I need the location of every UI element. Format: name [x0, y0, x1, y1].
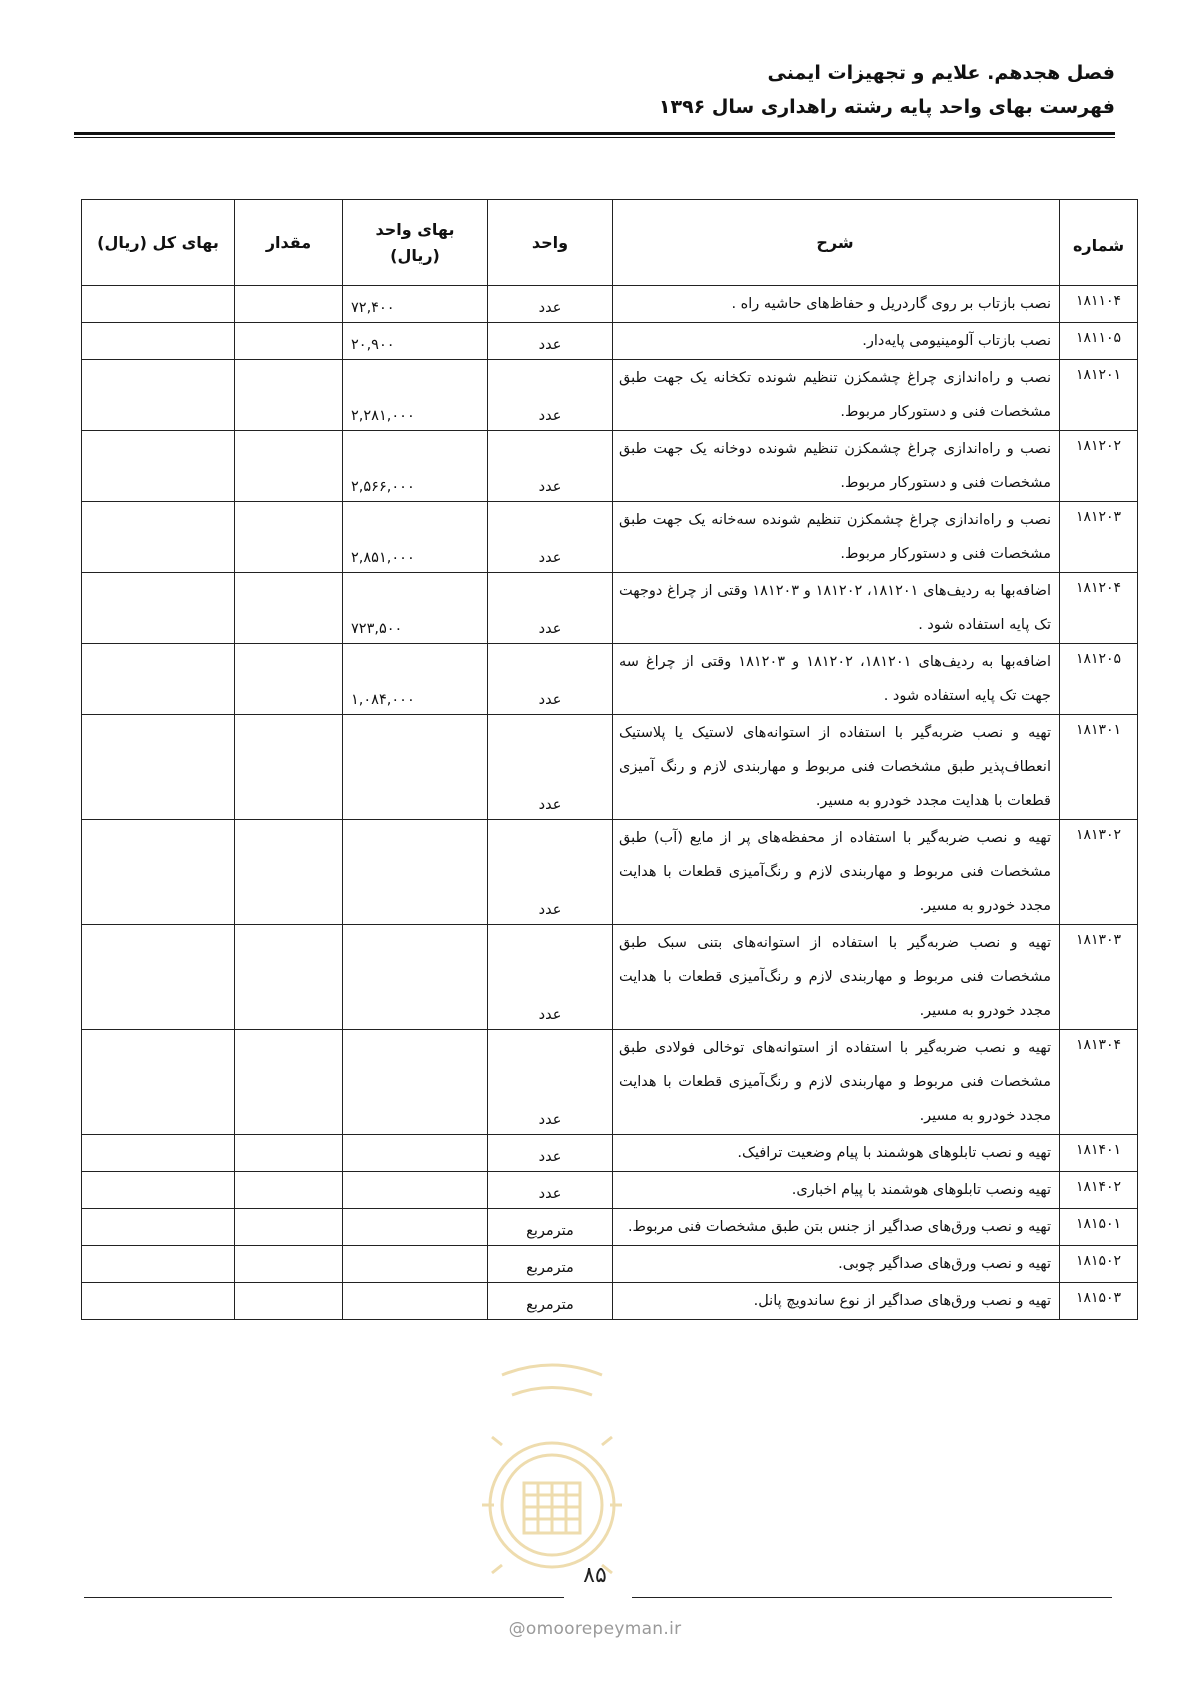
row-unit: عدد — [488, 431, 613, 502]
row-total — [82, 502, 235, 573]
row-code: ۱۸۱۳۰۱ — [1060, 715, 1138, 820]
row-code: ۱۸۱۴۰۱ — [1060, 1135, 1138, 1172]
row-unit: عدد — [488, 360, 613, 431]
row-code: ۱۸۱۱۰۵ — [1060, 323, 1138, 360]
row-total — [82, 286, 235, 323]
header-rule-thin — [74, 137, 1115, 138]
row-code: ۱۸۱۱۰۴ — [1060, 286, 1138, 323]
table-row — [82, 323, 1138, 360]
row-unit-price — [343, 1135, 488, 1172]
row-total — [82, 820, 235, 925]
row-unit-price — [343, 1209, 488, 1246]
table-row — [82, 1283, 1138, 1320]
row-code: ۱۸۱۳۰۲ — [1060, 820, 1138, 925]
row-unit: مترمربع — [488, 1283, 613, 1320]
table-row — [82, 1030, 1138, 1135]
row-quantity — [235, 1172, 343, 1209]
row-code: ۱۸۱۴۰۲ — [1060, 1172, 1138, 1209]
row-unit-price — [343, 715, 488, 820]
row-unit-price: ۱,۰۸۴,۰۰۰ — [343, 644, 488, 715]
row-description: اضافه‌بها به ردیف‌های ۱۸۱۲۰۱، ۱۸۱۲۰۲ و ۱۸۱۲۰۳ وقتی از چراغ سه جهت تک پایه استفاده شود . — [613, 644, 1060, 715]
row-quantity — [235, 1135, 343, 1172]
column-header-unit: واحد — [488, 200, 613, 286]
row-total — [82, 1246, 235, 1283]
row-description: نصب بازتاب بر روی گاردریل و حفاظ‌های حاشیه راه . — [613, 286, 1060, 323]
row-unit: عدد — [488, 1030, 613, 1135]
row-unit: عدد — [488, 323, 613, 360]
row-code: ۱۸۱۲۰۳ — [1060, 502, 1138, 573]
column-header-unit-price — [343, 200, 488, 286]
page-number: ۸۵ — [583, 1563, 607, 1588]
row-quantity — [235, 925, 343, 1030]
row-description: تهیه و نصب ضربه‌گیر با استفاده از محفظه‌های پر از مایع (آب) طبق مشخصات فنی مربوط و مهاربندی لازم و رنگ‌آمیزی قطعات با هدایت مجدد خودرو به مسیر. — [613, 820, 1060, 925]
row-quantity — [235, 360, 343, 431]
row-description: تهیه و نصب ضربه‌گیر با استفاده از استوانه‌های لاستیک یا پلاستیک انعطاف‌پذیر طبق مشخصات فنی مربوط و مهاربندی لازم و رنگ آمیزی قطعات با هدایت مجدد خودرو به مسیر. — [613, 715, 1060, 820]
row-unit-price: ۲۰,۹۰۰ — [343, 323, 488, 360]
row-unit: عدد — [488, 820, 613, 925]
row-code: ۱۸۱۲۰۱ — [1060, 360, 1138, 431]
table-row — [82, 644, 1138, 715]
table-row — [82, 360, 1138, 431]
table-row — [82, 502, 1138, 573]
row-total — [82, 715, 235, 820]
row-quantity — [235, 644, 343, 715]
row-unit-price: ۷۲۳,۵۰۰ — [343, 573, 488, 644]
row-unit: عدد — [488, 573, 613, 644]
row-unit: عدد — [488, 644, 613, 715]
table-row — [82, 1209, 1138, 1246]
table-row — [82, 1135, 1138, 1172]
row-code: ۱۸۱۲۰۲ — [1060, 431, 1138, 502]
row-unit: عدد — [488, 502, 613, 573]
unit-price-label: بهای واحد — [375, 219, 455, 239]
row-total — [82, 1030, 235, 1135]
table-header-row — [82, 200, 1138, 286]
column-header-code: شماره — [1060, 200, 1138, 286]
row-description: تهیه و نصب ورق‌های صداگیر از نوع ساندویچ پانل. — [613, 1283, 1060, 1320]
row-unit: عدد — [488, 1172, 613, 1209]
column-header-total: بهای کل (ریال) — [82, 200, 235, 286]
row-total — [82, 360, 235, 431]
table-row — [82, 1246, 1138, 1283]
table-row — [82, 1172, 1138, 1209]
row-unit-price: ۲,۸۵۱,۰۰۰ — [343, 502, 488, 573]
chapter-title: فصل هجدهم. علایم و تجهیزات ایمنی — [767, 62, 1115, 84]
row-total — [82, 323, 235, 360]
row-description: اضافه‌بها به ردیف‌های ۱۸۱۲۰۱، ۱۸۱۲۰۲ و ۱۸۱۲۰۳ وقتی از چراغ دوجهت تک پایه استفاده شود . — [613, 573, 1060, 644]
row-description: تهیه و نصب ورق‌های صداگیر از جنس بتن طبق مشخصات فنی مربوط. — [613, 1209, 1060, 1246]
row-unit: عدد — [488, 286, 613, 323]
site-credit: @omoorepeyman.ir — [508, 1619, 682, 1639]
row-total — [82, 1135, 235, 1172]
table-row — [82, 715, 1138, 820]
row-unit-price — [343, 1030, 488, 1135]
table-row — [82, 431, 1138, 502]
row-unit: مترمربع — [488, 1209, 613, 1246]
row-unit: عدد — [488, 715, 613, 820]
page-header — [76, 56, 1115, 124]
row-total — [82, 573, 235, 644]
row-description: نصب و راه‌اندازی چراغ چشمکزن تنظیم شونده تکخانه یک جهت طبق مشخصات فنی و دستورکار مربوط. — [613, 360, 1060, 431]
table-row — [82, 820, 1138, 925]
row-total — [82, 1172, 235, 1209]
row-description: تهیه و نصب ضربه‌گیر با استفاده از استوانه‌های بتنی سبک طبق مشخصات فنی مربوط و مهاربندی لازم و رنگ‌آمیزی قطعات با هدایت مجدد خودرو به مسیر. — [613, 925, 1060, 1030]
row-unit: عدد — [488, 925, 613, 1030]
row-quantity — [235, 820, 343, 925]
row-quantity — [235, 1209, 343, 1246]
row-code: ۱۸۱۳۰۴ — [1060, 1030, 1138, 1135]
price-list-title: فهرست بهای واحد پایه رشته راهداری سال ۱۳۹۶ — [658, 96, 1115, 118]
footer-rule-right — [632, 1597, 1112, 1598]
column-header-quantity: مقدار — [235, 200, 343, 286]
row-code: ۱۸۱۵۰۱ — [1060, 1209, 1138, 1246]
unit-price-currency: (ریال) — [390, 245, 440, 265]
row-code: ۱۸۱۲۰۴ — [1060, 573, 1138, 644]
row-quantity — [235, 1030, 343, 1135]
row-description: نصب بازتاب آلومینیومی پایه‌دار. — [613, 323, 1060, 360]
column-header-description: شرح — [613, 200, 1060, 286]
table-row — [82, 925, 1138, 1030]
price-table — [81, 199, 1138, 1320]
row-total — [82, 1209, 235, 1246]
row-code: ۱۸۱۲۰۵ — [1060, 644, 1138, 715]
row-quantity — [235, 286, 343, 323]
row-quantity — [235, 502, 343, 573]
row-quantity — [235, 431, 343, 502]
row-description: تهیه و نصب ضربه‌گیر با استفاده از استوانه‌های توخالی فولادی طبق مشخصات فنی مربوط و مهاربندی لازم و رنگ‌آمیزی قطعات با هدایت مجدد خودرو به مسیر. — [613, 1030, 1060, 1135]
row-code: ۱۸۱۳۰۳ — [1060, 925, 1138, 1030]
row-description: نصب و راه‌اندازی چراغ چشمکزن تنظیم شونده سه‌خانه یک جهت طبق مشخصات فنی و دستورکار مربوط. — [613, 502, 1060, 573]
row-quantity — [235, 715, 343, 820]
row-description: تهیه و نصب ورق‌های صداگیر چوبی. — [613, 1246, 1060, 1283]
row-unit-price — [343, 1172, 488, 1209]
row-total — [82, 1283, 235, 1320]
header-rule-thick — [74, 132, 1115, 135]
row-unit-price: ۷۲,۴۰۰ — [343, 286, 488, 323]
row-code: ۱۸۱۵۰۲ — [1060, 1246, 1138, 1283]
table-row — [82, 573, 1138, 644]
row-total — [82, 925, 235, 1030]
row-quantity — [235, 323, 343, 360]
row-description: تهیه و نصب تابلوهای هوشمند با پیام وضعیت ترافیک. — [613, 1135, 1060, 1172]
row-total — [82, 431, 235, 502]
row-unit-price — [343, 1246, 488, 1283]
row-quantity — [235, 573, 343, 644]
row-code: ۱۸۱۵۰۳ — [1060, 1283, 1138, 1320]
row-description: نصب و راه‌اندازی چراغ چشمکزن تنظیم شونده دوخانه یک جهت طبق مشخصات فنی و دستورکار مربوط. — [613, 431, 1060, 502]
table-row — [82, 286, 1138, 323]
row-quantity — [235, 1246, 343, 1283]
row-unit: مترمربع — [488, 1246, 613, 1283]
row-total — [82, 644, 235, 715]
row-unit-price: ۲,۲۸۱,۰۰۰ — [343, 360, 488, 431]
row-unit-price — [343, 820, 488, 925]
row-unit-price: ۲,۵۶۶,۰۰۰ — [343, 431, 488, 502]
row-unit-price — [343, 925, 488, 1030]
footer-rule-left — [84, 1597, 564, 1598]
row-unit: عدد — [488, 1135, 613, 1172]
row-description: تهیه ونصب تابلوهای هوشمند با پیام اخباری. — [613, 1172, 1060, 1209]
row-quantity — [235, 1283, 343, 1320]
row-unit-price — [343, 1283, 488, 1320]
